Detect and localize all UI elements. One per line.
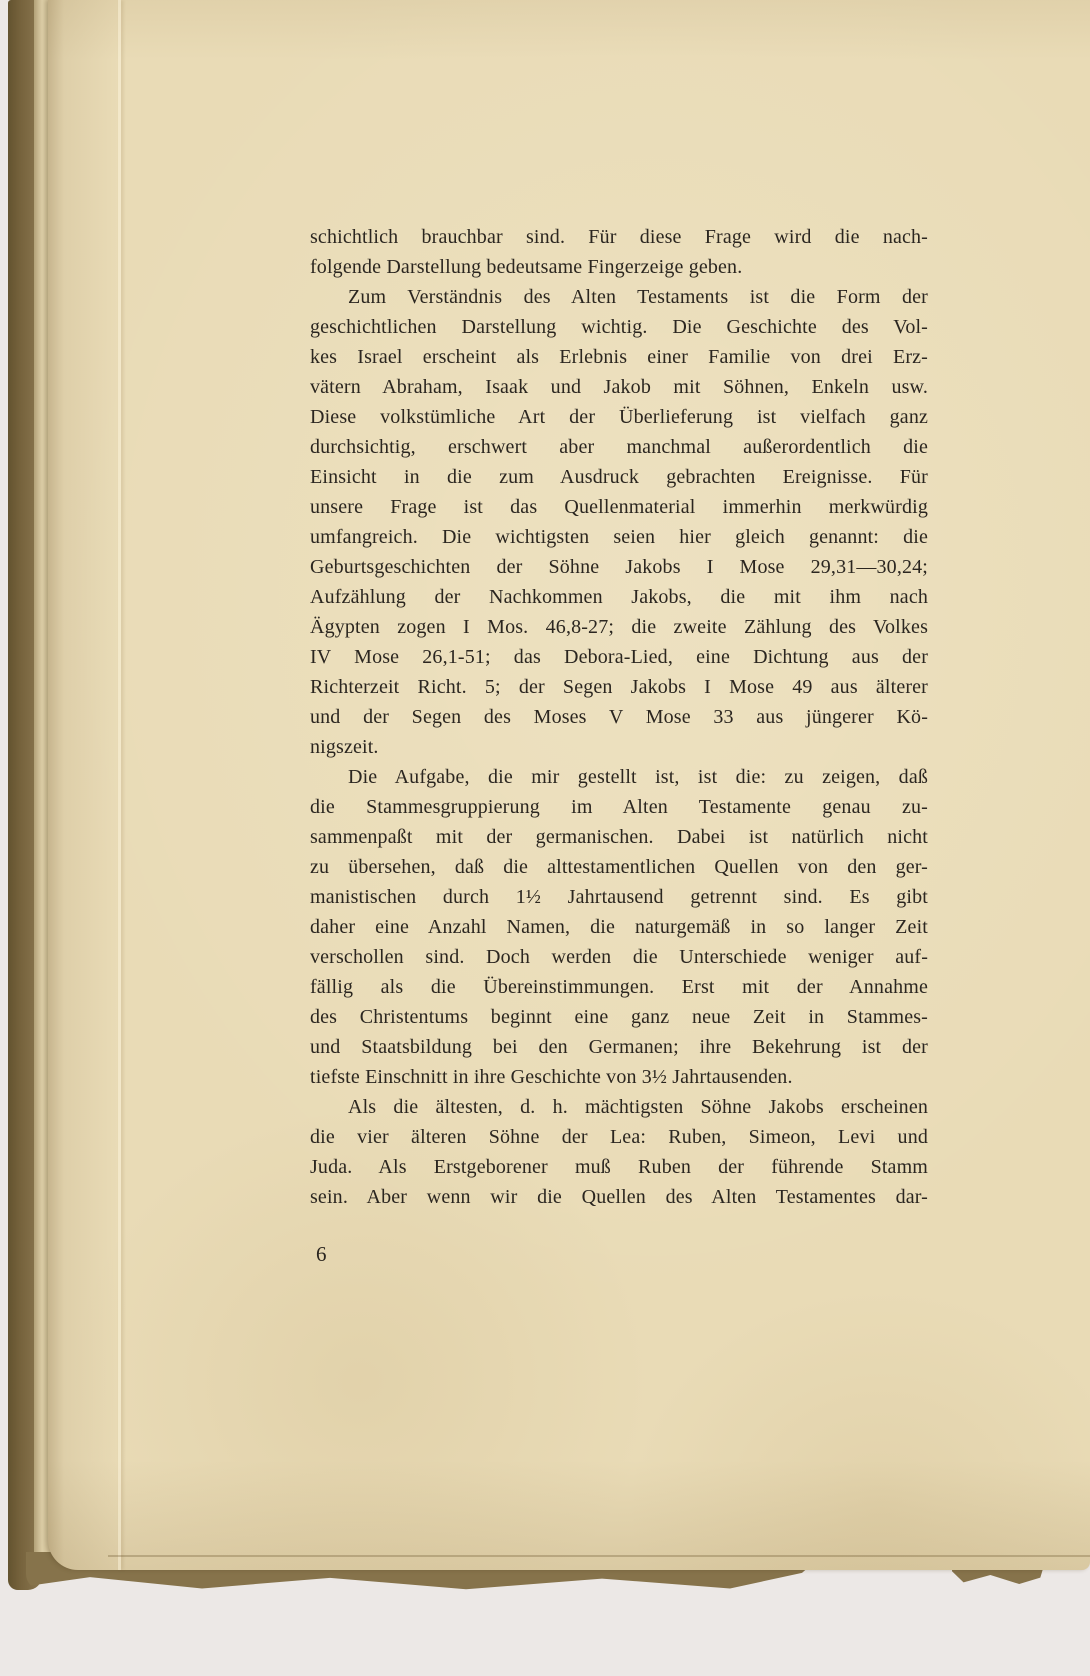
- text-line: sammenpaßt mit der germanischen. Dabei ist natürlich nicht: [310, 826, 928, 848]
- text-line: Aufzählung der Nachkommen Jakobs, die mit ihm nach: [310, 586, 928, 608]
- text-line: und Staatsbildung bei den Germanen; ihre Bekehrung ist der: [310, 1036, 928, 1058]
- text-line: fällig als die Übereinstimmungen. Erst mit der Annahme: [310, 976, 928, 998]
- paragraph: [310, 762, 928, 1092]
- text-line: Zum Verständnis des Alten Testaments ist die Form der: [348, 286, 928, 308]
- text-line: umfangreich. Die wichtigsten seien hier gleich genannt: die: [310, 526, 928, 548]
- page-text: [310, 222, 928, 1212]
- text-line: die Stammesgruppierung im Alten Testamente genau zu-: [310, 796, 928, 818]
- page-number: 6: [316, 1242, 327, 1266]
- gutter-crease: [118, 0, 121, 1570]
- text-line: Ägypten zogen I Mos. 46,8-27; die zweite Zählung des Volkes: [310, 616, 928, 638]
- text-line: Als die ältesten, d. h. mächtigsten Söhne Jakobs erscheinen: [348, 1096, 928, 1118]
- text-line: Diese volkstümliche Art der Überlieferung ist vielfach ganz: [310, 406, 928, 428]
- text-line: Richterzeit Richt. 5; der Segen Jakobs I Mose 49 aus älterer: [310, 676, 928, 698]
- text-line: geschichtlichen Darstellung wichtig. Die Geschichte des Vol-: [310, 316, 928, 338]
- text-line: tiefste Einschnitt in ihre Geschichte von 3½ Jahrtausenden.: [310, 1066, 793, 1088]
- paragraph: [310, 1092, 928, 1212]
- text-line: nigszeit.: [310, 736, 379, 758]
- text-line: des Christentums beginnt eine ganz neue Zeit in Stammes-: [310, 1006, 928, 1028]
- paragraph: [310, 282, 928, 762]
- bottom-crease: [108, 1555, 1090, 1557]
- paragraph: [310, 222, 928, 282]
- text-line: vätern Abraham, Isaak und Jakob mit Söhnen, Enkeln usw.: [310, 376, 928, 398]
- text-line: zu übersehen, daß die alttestamentlichen Quellen von den ger-: [310, 856, 928, 878]
- text-line: Einsicht in die zum Ausdruck gebrachten Ereignisse. Für: [310, 466, 928, 488]
- text-line: folgende Darstellung bedeutsame Fingerzeige geben.: [310, 256, 743, 278]
- text-line: daher eine Anzahl Namen, die naturgemäß in so langer Zeit: [310, 916, 928, 938]
- text-line: kes Israel erscheint als Erlebnis einer Familie von drei Erz-: [310, 346, 928, 368]
- text-line: IV Mose 26,1-51; das Debora-Lied, eine Dichtung aus der: [310, 646, 928, 668]
- text-line: unsere Frage ist das Quellenmaterial immerhin merkwürdig: [310, 496, 928, 518]
- text-line: Juda. Als Erstgeborener muß Ruben der führende Stamm: [310, 1156, 928, 1178]
- text-line: manistischen durch 1½ Jahrtausend getrennt sind. Es gibt: [310, 886, 928, 908]
- text-line: Die Aufgabe, die mir gestellt ist, ist die: zu zeigen, daß: [348, 766, 928, 788]
- text-line: schichtlich brauchbar sind. Für diese Frage wird die nach-: [310, 226, 928, 248]
- text-line: sein. Aber wenn wir die Quellen des Alten Testamentes dar-: [310, 1186, 928, 1208]
- text-line: die vier älteren Söhne der Lea: Ruben, Simeon, Levi und: [310, 1126, 928, 1148]
- text-line: und der Segen des Moses V Mose 33 aus jüngerer Kö-: [310, 706, 928, 728]
- text-line: verschollen sind. Doch werden die Unterschiede weniger auf-: [310, 946, 928, 968]
- text-line: durchsichtig, erschwert aber manchmal außerordentlich die: [310, 436, 928, 458]
- book-page: [48, 0, 1090, 1570]
- text-line: Geburtsgeschichten der Söhne Jakobs I Mose 29,31—30,24;: [310, 556, 928, 578]
